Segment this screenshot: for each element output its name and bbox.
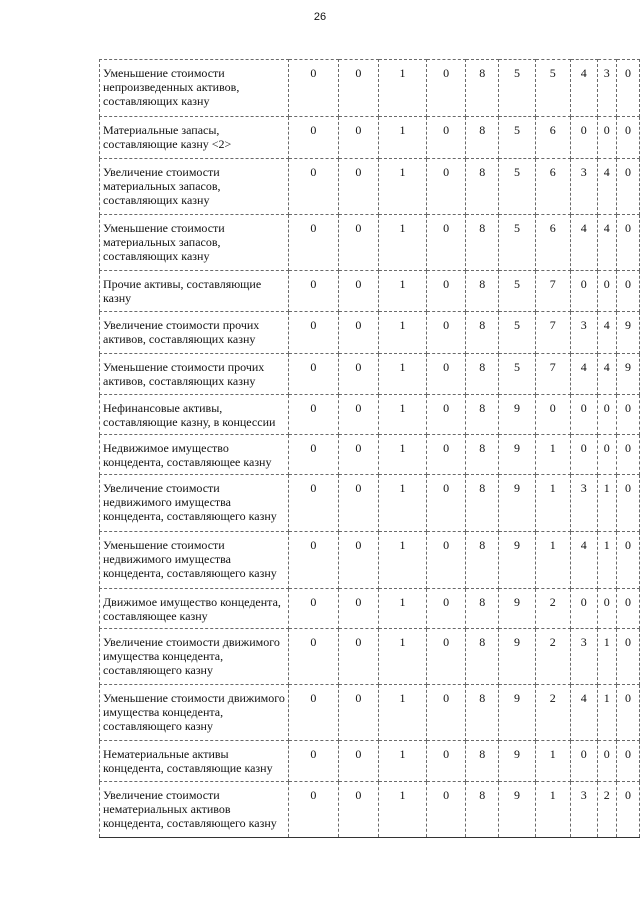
code-digit: 0 — [288, 532, 338, 589]
code-digit: 0 — [427, 685, 466, 741]
code-digit: 1 — [535, 475, 570, 532]
code-digit: 0 — [427, 215, 466, 271]
code-digit: 4 — [570, 215, 597, 271]
table-row — [100, 312, 640, 354]
code-digit: 5 — [535, 60, 570, 117]
code-digit: 1 — [378, 159, 426, 215]
code-digit: 0 — [616, 271, 639, 312]
code-digit: 8 — [466, 475, 499, 532]
table-row — [100, 532, 640, 589]
code-digit: 6 — [535, 117, 570, 159]
code-digit: 0 — [338, 741, 378, 782]
code-digit: 4 — [597, 312, 616, 354]
code-digit: 0 — [616, 60, 639, 117]
code-digit: 0 — [338, 435, 378, 475]
code-digit: 9 — [499, 782, 535, 838]
code-digit: 0 — [338, 532, 378, 589]
code-digit: 0 — [616, 395, 639, 435]
code-digit: 8 — [466, 215, 499, 271]
code-digit: 0 — [338, 159, 378, 215]
code-digit: 3 — [570, 475, 597, 532]
code-digit: 9 — [499, 532, 535, 589]
code-digit: 1 — [378, 435, 426, 475]
code-digit: 0 — [288, 782, 338, 838]
code-digit: 1 — [597, 685, 616, 741]
code-digit: 9 — [499, 629, 535, 685]
code-digit: 0 — [616, 629, 639, 685]
code-digit: 1 — [378, 629, 426, 685]
code-digit: 0 — [427, 312, 466, 354]
code-digit: 0 — [570, 741, 597, 782]
code-digit: 0 — [338, 312, 378, 354]
code-digit: 7 — [535, 312, 570, 354]
code-digit: 3 — [570, 312, 597, 354]
code-digit: 0 — [597, 589, 616, 629]
code-digit: 1 — [378, 395, 426, 435]
code-digit: 1 — [535, 741, 570, 782]
code-digit: 0 — [616, 741, 639, 782]
code-digit: 0 — [288, 435, 338, 475]
code-digit: 0 — [597, 271, 616, 312]
account-codes-table — [99, 59, 640, 838]
code-digit: 0 — [597, 117, 616, 159]
code-digit: 4 — [570, 60, 597, 117]
table-row — [100, 435, 640, 475]
code-digit: 1 — [597, 629, 616, 685]
code-digit: 8 — [466, 782, 499, 838]
row-label: Увеличение стоимости прочих активов, составляющих казну — [100, 312, 289, 354]
code-digit: 4 — [570, 685, 597, 741]
code-digit: 4 — [570, 532, 597, 589]
code-digit: 5 — [499, 159, 535, 215]
code-digit: 3 — [570, 782, 597, 838]
code-digit: 0 — [427, 395, 466, 435]
code-digit: 0 — [427, 475, 466, 532]
code-digit: 0 — [288, 475, 338, 532]
code-digit: 9 — [616, 312, 639, 354]
code-digit: 0 — [427, 589, 466, 629]
code-digit: 8 — [466, 589, 499, 629]
row-label: Увеличение стоимости материальных запасов, составляющих казну — [100, 159, 289, 215]
row-label: Материальные запасы, составляющие казну <2> — [100, 117, 289, 159]
code-digit: 0 — [427, 629, 466, 685]
code-digit: 9 — [616, 354, 639, 395]
code-digit: 9 — [499, 395, 535, 435]
row-label: Увеличение стоимости движимого имущества концедента, составляющего казну — [100, 629, 289, 685]
code-digit: 0 — [288, 312, 338, 354]
code-digit: 0 — [616, 159, 639, 215]
code-digit: 2 — [597, 782, 616, 838]
table-row — [100, 629, 640, 685]
table-row — [100, 741, 640, 782]
code-digit: 3 — [597, 60, 616, 117]
code-digit: 1 — [378, 532, 426, 589]
table-row — [100, 60, 640, 117]
code-digit: 0 — [616, 435, 639, 475]
code-digit: 8 — [466, 395, 499, 435]
table-row — [100, 215, 640, 271]
code-digit: 0 — [288, 395, 338, 435]
code-digit: 0 — [288, 685, 338, 741]
code-digit: 8 — [466, 117, 499, 159]
code-digit: 0 — [427, 60, 466, 117]
table-row — [100, 685, 640, 741]
code-digit: 2 — [535, 685, 570, 741]
code-digit: 0 — [288, 271, 338, 312]
code-digit: 5 — [499, 271, 535, 312]
code-digit: 4 — [597, 215, 616, 271]
code-digit: 2 — [535, 589, 570, 629]
code-digit: 9 — [499, 741, 535, 782]
code-digit: 8 — [466, 741, 499, 782]
row-label: Недвижимое имущество концедента, составляющее казну — [100, 435, 289, 475]
table-row — [100, 395, 640, 435]
code-digit: 1 — [378, 271, 426, 312]
code-digit: 1 — [597, 532, 616, 589]
row-label: Уменьшение стоимости прочих активов, составляющих казну — [100, 354, 289, 395]
row-label: Увеличение стоимости недвижимого имущества концедента, составляющего казну — [100, 475, 289, 532]
code-digit: 0 — [427, 117, 466, 159]
code-digit: 5 — [499, 215, 535, 271]
row-label: Прочие активы, составляющие казну — [100, 271, 289, 312]
code-digit: 5 — [499, 312, 535, 354]
code-digit: 5 — [499, 354, 535, 395]
row-label: Нематериальные активы концедента, составляющие казну — [100, 741, 289, 782]
row-label: Нефинансовые активы, составляющие казну, в концессии — [100, 395, 289, 435]
code-digit: 1 — [378, 475, 426, 532]
code-digit: 0 — [616, 782, 639, 838]
code-digit: 0 — [427, 532, 466, 589]
code-digit: 0 — [616, 475, 639, 532]
code-digit: 7 — [535, 354, 570, 395]
code-digit: 0 — [570, 117, 597, 159]
code-digit: 0 — [288, 589, 338, 629]
row-label: Уменьшение стоимости недвижимого имущества концедента, составляющего казну — [100, 532, 289, 589]
code-digit: 8 — [466, 532, 499, 589]
page-number: 26 — [313, 11, 327, 23]
code-digit: 1 — [378, 60, 426, 117]
table-row — [100, 117, 640, 159]
code-digit: 1 — [378, 741, 426, 782]
code-digit: 0 — [338, 60, 378, 117]
code-digit: 1 — [378, 354, 426, 395]
code-digit: 0 — [338, 685, 378, 741]
code-digit: 8 — [466, 271, 499, 312]
code-digit: 8 — [466, 629, 499, 685]
code-digit: 0 — [288, 159, 338, 215]
table-row — [100, 354, 640, 395]
code-digit: 1 — [378, 782, 426, 838]
table-row — [100, 475, 640, 532]
code-digit: 1 — [535, 532, 570, 589]
code-digit: 5 — [499, 117, 535, 159]
code-digit: 1 — [378, 589, 426, 629]
code-digit: 0 — [427, 435, 466, 475]
code-digit: 1 — [378, 312, 426, 354]
code-digit: 0 — [427, 354, 466, 395]
code-digit: 0 — [427, 741, 466, 782]
code-digit: 5 — [499, 60, 535, 117]
code-digit: 0 — [616, 215, 639, 271]
code-digit: 0 — [535, 395, 570, 435]
code-digit: 0 — [288, 629, 338, 685]
code-digit: 8 — [466, 354, 499, 395]
code-digit: 1 — [535, 782, 570, 838]
row-label: Увеличение стоимости нематериальных активов концедента, составляющего казну — [100, 782, 289, 838]
code-digit: 0 — [288, 117, 338, 159]
code-digit: 1 — [378, 117, 426, 159]
code-digit: 1 — [378, 215, 426, 271]
row-label: Уменьшение стоимости материальных запасов, составляющих казну — [100, 215, 289, 271]
code-digit: 9 — [499, 685, 535, 741]
code-digit: 4 — [597, 159, 616, 215]
code-digit: 0 — [616, 685, 639, 741]
code-digit: 0 — [338, 117, 378, 159]
code-digit: 4 — [570, 354, 597, 395]
code-digit: 0 — [427, 271, 466, 312]
code-digit: 2 — [535, 629, 570, 685]
code-digit: 1 — [378, 685, 426, 741]
code-digit: 0 — [597, 741, 616, 782]
code-digit: 0 — [338, 395, 378, 435]
code-digit: 0 — [570, 589, 597, 629]
code-digit: 0 — [338, 782, 378, 838]
code-digit: 3 — [570, 159, 597, 215]
code-digit: 0 — [338, 629, 378, 685]
code-digit: 0 — [616, 532, 639, 589]
code-digit: 6 — [535, 159, 570, 215]
table-row — [100, 271, 640, 312]
code-digit: 0 — [338, 475, 378, 532]
code-digit: 7 — [535, 271, 570, 312]
code-digit: 0 — [338, 354, 378, 395]
code-digit: 0 — [616, 589, 639, 629]
row-label: Уменьшение стоимости движимого имущества концедента, составляющего казну — [100, 685, 289, 741]
code-digit: 9 — [499, 435, 535, 475]
code-digit: 0 — [338, 589, 378, 629]
code-digit: 9 — [499, 475, 535, 532]
code-digit: 6 — [535, 215, 570, 271]
code-digit: 8 — [466, 435, 499, 475]
code-digit: 0 — [288, 215, 338, 271]
code-digit: 8 — [466, 159, 499, 215]
code-digit: 0 — [570, 395, 597, 435]
code-digit: 8 — [466, 312, 499, 354]
code-digit: 4 — [597, 354, 616, 395]
code-digit: 0 — [616, 117, 639, 159]
table-row — [100, 782, 640, 838]
code-digit: 0 — [597, 395, 616, 435]
code-digit: 0 — [288, 741, 338, 782]
row-label: Движимое имущество концедента, составляющее казну — [100, 589, 289, 629]
code-digit: 0 — [338, 215, 378, 271]
code-digit: 0 — [570, 271, 597, 312]
table-row — [100, 589, 640, 629]
code-digit: 3 — [570, 629, 597, 685]
code-digit: 0 — [427, 782, 466, 838]
row-label: Уменьшение стоимости непроизведенных активов, составляющих казну — [100, 60, 289, 117]
code-digit: 8 — [466, 60, 499, 117]
code-digit: 9 — [499, 589, 535, 629]
code-digit: 1 — [535, 435, 570, 475]
code-digit: 1 — [597, 475, 616, 532]
code-digit: 0 — [570, 435, 597, 475]
code-digit: 0 — [597, 435, 616, 475]
code-digit: 0 — [288, 60, 338, 117]
table-row — [100, 159, 640, 215]
code-digit: 8 — [466, 685, 499, 741]
code-digit: 0 — [427, 159, 466, 215]
code-digit: 0 — [338, 271, 378, 312]
code-digit: 0 — [288, 354, 338, 395]
